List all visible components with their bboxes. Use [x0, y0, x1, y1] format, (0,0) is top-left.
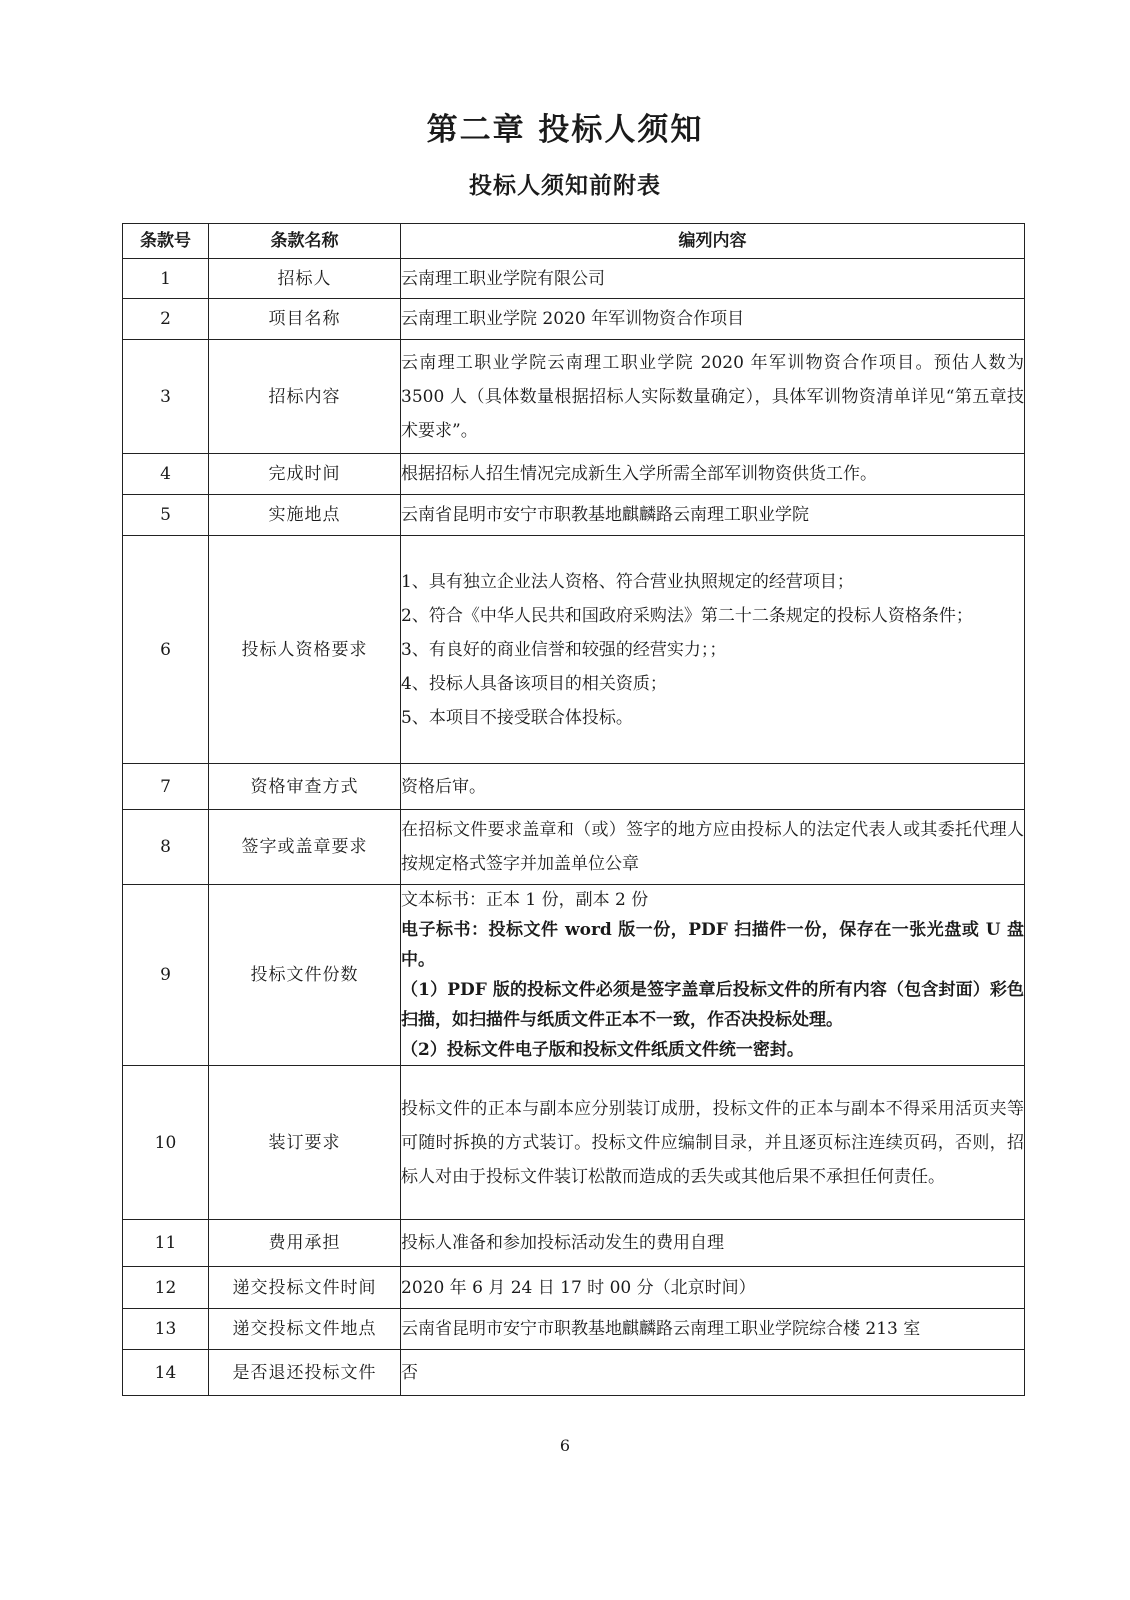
- clause-name: 资格审查方式: [209, 764, 401, 810]
- clause-name: 签字或盖章要求: [209, 810, 401, 885]
- table-header-row: [123, 224, 1025, 259]
- clause-name: 是否退还投标文件: [209, 1350, 401, 1396]
- clause-content: [401, 536, 1025, 764]
- clause-content: [401, 340, 1025, 454]
- content-line: 云南理工职业学院云南理工职业学院 2020 年军训物资合作项目。预估人数为 3500 人（具体数量根据招标人实际数量确定），具体军训物资清单详见“第五章技术要求”。: [401, 352, 1024, 441]
- clause-number: 5: [123, 495, 209, 536]
- clause-number: 11: [123, 1220, 209, 1267]
- content-line: 云南省昆明市安宁市职教基地麒麟路云南理工职业学院综合楼 213 室: [401, 1319, 921, 1339]
- content-line: 云南理工职业学院 2020 年军训物资合作项目: [401, 309, 745, 329]
- table-row: [123, 299, 1025, 340]
- clause-content: [401, 1267, 1025, 1309]
- table-row: [123, 259, 1025, 299]
- content-line: 文本标书：正本 1 份，副本 2 份: [401, 890, 649, 910]
- page-number: 6: [559, 1436, 571, 1455]
- content-line: 5、本项目不接受联合体投标。: [401, 707, 633, 728]
- clause-number: 13: [123, 1309, 209, 1350]
- clause-content: [401, 885, 1025, 1066]
- clause-content: [401, 810, 1025, 885]
- header-clause-content: 编列内容: [401, 224, 1025, 259]
- clause-content: [401, 259, 1025, 299]
- table-row: [123, 1309, 1025, 1350]
- chapter-title: 第二章 投标人须知: [426, 112, 704, 148]
- clause-name: 完成时间: [209, 454, 401, 495]
- content-line: 投标文件的正本与副本应分别装订成册，投标文件的正本与副本不得采用活页夹等可随时拆换的方式装订。投标文件应编制目录，并且逐页标注连续页码，否则，招标人对由于投标文件装订松散而造成的丢失或其他后果不承担任何责任。: [401, 1098, 1024, 1187]
- content-line: 2、符合《中华人民共和国政府采购法》第二十二条规定的投标人资格条件；: [401, 605, 973, 626]
- clause-name: 招标内容: [209, 340, 401, 454]
- clause-number: 8: [123, 810, 209, 885]
- clause-number: 10: [123, 1066, 209, 1220]
- table-row: [123, 764, 1025, 810]
- table-row: [123, 885, 1025, 1066]
- clause-content: [401, 1309, 1025, 1350]
- bidder-instructions-table: [122, 223, 1025, 1396]
- clause-content: [401, 764, 1025, 810]
- content-line: 否: [401, 1362, 418, 1383]
- content-line: 3、有良好的商业信誉和较强的经营实力；；: [401, 639, 727, 660]
- clause-number: 9: [123, 885, 209, 1066]
- clause-name: 递交投标文件地点: [209, 1309, 401, 1350]
- header-clause-name: 条款名称: [209, 224, 401, 259]
- clause-number: 2: [123, 299, 209, 340]
- clause-name: 投标人资格要求: [209, 536, 401, 764]
- clause-number: 1: [123, 259, 209, 299]
- clause-content: [401, 495, 1025, 536]
- table-row: [123, 495, 1025, 536]
- clause-name: 递交投标文件时间: [209, 1267, 401, 1309]
- content-line: 根据招标人招生情况完成新生入学所需全部军训物资供货工作。: [401, 464, 877, 484]
- table-row: [123, 454, 1025, 495]
- content-line: 资格后审。: [401, 776, 486, 797]
- clause-number: 4: [123, 454, 209, 495]
- clause-content: [401, 299, 1025, 340]
- content-line: （2）投标文件电子版和投标文件纸质文件统一密封。: [401, 1040, 804, 1060]
- clause-name: 费用承担: [209, 1220, 401, 1267]
- content-line: 2020 年 6 月 24 日 17 时 00 分（北京时间）: [401, 1277, 756, 1298]
- clause-name: 招标人: [209, 259, 401, 299]
- header-clause-no: 条款号: [123, 224, 209, 259]
- table-row: [123, 1220, 1025, 1267]
- clause-name: 项目名称: [209, 299, 401, 340]
- content-line: 云南省昆明市安宁市职教基地麒麟路云南理工职业学院: [401, 505, 809, 525]
- table-row: [123, 1267, 1025, 1309]
- content-line: 投标人准备和参加投标活动发生的费用自理: [401, 1233, 724, 1253]
- content-line: 4、投标人具备该项目的相关资质；: [401, 673, 667, 694]
- content-line: 在招标文件要求盖章和（或）签字的地方应由投标人的法定代表人或其委托代理人按规定格式签字并加盖单位公章: [401, 820, 1024, 874]
- clause-content: [401, 1066, 1025, 1220]
- content-line: 云南理工职业学院有限公司: [401, 268, 605, 289]
- content-line: 电子标书：投标文件 word 版一份，PDF 扫描件一份，保存在一张光盘或 U 盘中。: [401, 920, 1024, 970]
- table-row: [123, 340, 1025, 454]
- clause-number: 7: [123, 764, 209, 810]
- table-row: [123, 810, 1025, 885]
- clause-name: 实施地点: [209, 495, 401, 536]
- clause-number: 6: [123, 536, 209, 764]
- clause-content: [401, 1350, 1025, 1396]
- clause-content: [401, 454, 1025, 495]
- content-line: （1）PDF 版的投标文件必须是签字盖章后投标文件的所有内容（包含封面）彩色扫描，如扫描件与纸质文件正本不一致，作否决投标处理。: [401, 980, 1024, 1030]
- content-line: 1、具有独立企业法人资格、符合营业执照规定的经营项目；: [401, 571, 854, 592]
- table-row: [123, 1350, 1025, 1396]
- clause-number: 14: [123, 1350, 209, 1396]
- clause-number: 3: [123, 340, 209, 454]
- clause-content: [401, 1220, 1025, 1267]
- table-row: [123, 536, 1025, 764]
- clause-name: 装订要求: [209, 1066, 401, 1220]
- clause-name: 投标文件份数: [209, 885, 401, 1066]
- clause-number: 12: [123, 1267, 209, 1309]
- table-row: [123, 1066, 1025, 1220]
- table-title: 投标人须知前附表: [469, 173, 661, 199]
